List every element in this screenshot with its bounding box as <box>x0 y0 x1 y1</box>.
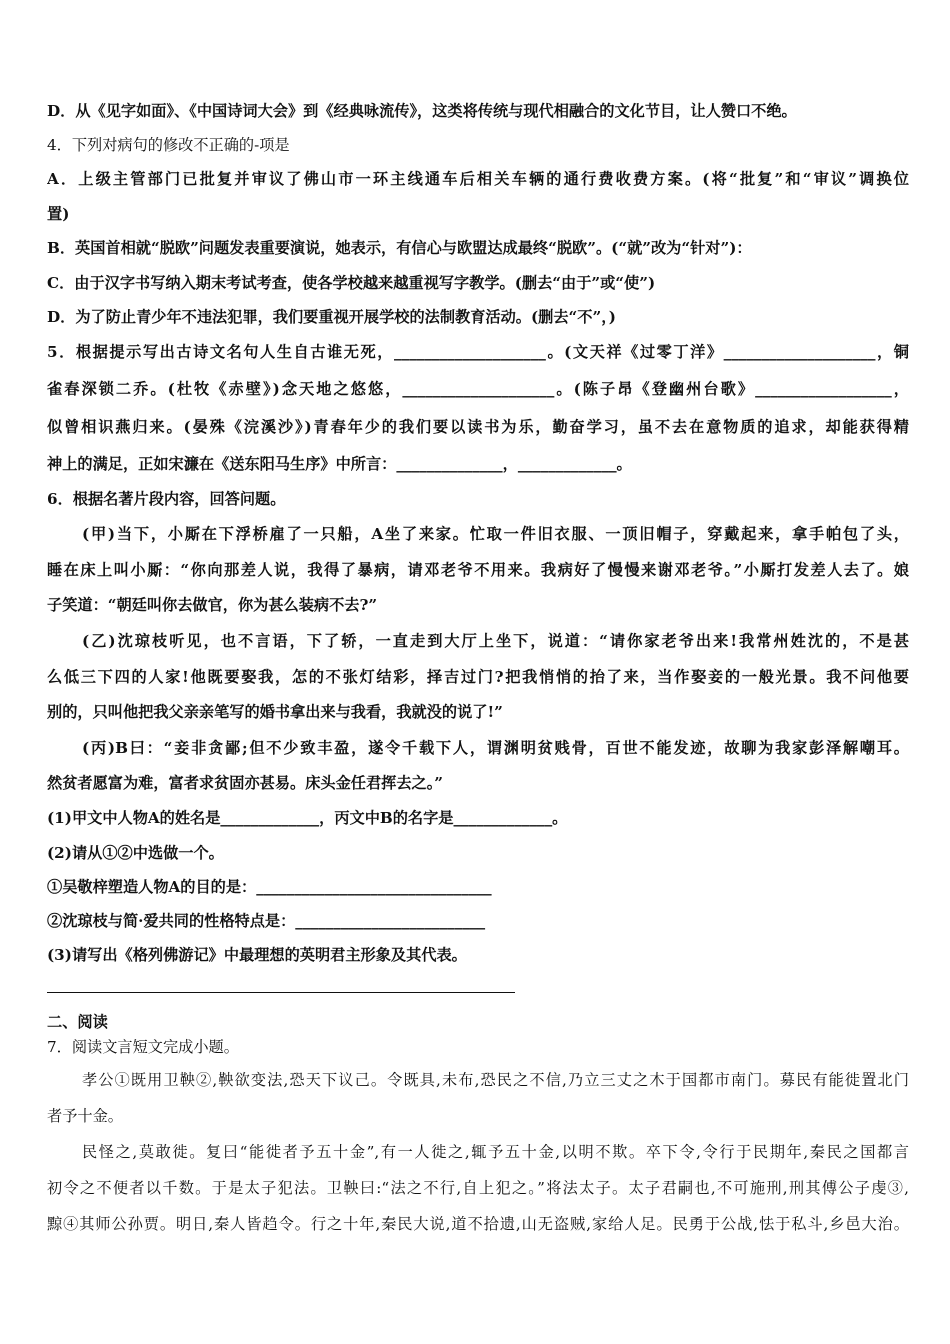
question-5-line-2: 雀春深锁二乔。(杜牧《赤壁》)念天地之悠悠，____________________。(陈子昂《登幽州台歌》__________________， <box>47 380 909 398</box>
passage-bing-line-2: 然贫者愿富为难，富者求贫固亦甚易。床头金任君挥去之。” <box>47 774 444 792</box>
sub-question-3: (3)请写出《格列佛游记》中最理想的英明君主形象及其代表。 <box>47 946 467 964</box>
question-4-option-a: A．上级主管部门已批复并审议了佛山市一环主线通车后相关车辆的通行费收费方案。(将“批复”和“审议”调换位 <box>47 170 909 188</box>
passage-bing-line-1: (丙)B曰：“妾非贪鄙;但不少致丰盈，遂令千载下人，谓渊明贫贱骨，百世不能发迹，故聊为我家彭泽解嘲耳。 <box>82 739 909 757</box>
passage-yi-line-3: 别的，只叫他把我父亲亲笔写的婚书拿出来与我看，我就没的说了!” <box>47 703 503 721</box>
passage-jia-line-2: 睡在床上叫小厮：“你向那差人说，我得了暴病，请邓老爷不用来。我病好了慢慢来谢邓老爷。”小厮打发差人去了。娘 <box>47 561 909 579</box>
question-5-line-1: 5．根据提示写出古诗文名句人生自古谁无死，____________________。(文天祥《过零丁洋》____________________，铜 <box>47 343 909 361</box>
question-4-option-d: D．为了防止青少年不违法犯罪，我们要重视开展学校的法制教育活动。(删去“不”，) <box>47 308 616 326</box>
question-7-title: 7．阅读文言短文完成小题。 <box>47 1038 239 1056</box>
option-d-line: D．从《见字如面》、《中国诗词大会》到《经典咏流传》，这类将传统与现代相融合的文化节目，让人赞口不绝。 <box>47 102 797 120</box>
question-4-title: 4．下列对病句的修改不正确的-项是 <box>47 136 290 154</box>
sub-question-1: (1)甲文中人物A的姓名是_____________，丙文中B的名字是_____________。 <box>47 809 568 827</box>
sub-question-2-option-1: ①吴敬梓塑造人物A的目的是：_______________________________ <box>47 878 492 896</box>
question-4-option-a-cont: 置) <box>47 205 70 223</box>
classical-text-p2-line-3: 黥④其师公孙贾。明日,秦人皆趋令。行之十年,秦民大说,道不拾遗,山无盗贼,家给人足。民勇于公战,怯于私斗,乡邑大治。 <box>47 1215 909 1233</box>
answer-line <box>47 992 515 993</box>
question-4-option-c: C．由于汉字书写纳入期末考试考查，使各学校越来越重视写字教学。(删去“由于”或“使”) <box>47 274 656 292</box>
classical-text-p2-line-1: 民怪之,莫敢徙。复曰“能徙者予五十金”,有一人徙之,辄予五十金,以明不欺。卒下令,令行于民期年,秦民之国都言 <box>82 1143 909 1161</box>
passage-jia-line-3: 子笑道：“朝廷叫你去做官，你为甚么装病不去?” <box>47 596 378 614</box>
passage-yi-line-2: 么低三下四的人家!他既要娶我，怎的不张灯结彩，择吉过门?把我悄悄的抬了来，当作娶妾的一般光景。我不问他要 <box>47 668 909 686</box>
classical-text-p1-line-2: 者予十金。 <box>47 1107 123 1125</box>
passage-jia-line-1: (甲)当下，小厮在下浮桥雇了一只船，A坐了来家。忙取一件旧衣服、一顶旧帽子，穿戴起来，拿手帕包了头， <box>82 525 909 543</box>
sub-question-2: (2)请从①②中选做一个。 <box>47 844 224 862</box>
classical-text-p1-line-1: 孝公①既用卫鞅②,鞅欲变法,恐天下议己。令既具,未布,恐民之不信,乃立三丈之木于国都市南门。募民有能徙置北门 <box>82 1071 909 1089</box>
question-5-line-3: 似曾相识燕归来。(晏殊《浣溪沙》)青春年少的我们要以读书为乐，勤奋学习，虽不去在意物质的追求，却能获得精 <box>47 418 909 436</box>
classical-text-p2-line-2: 初令之不便者以千数。于是太子犯法。卫鞅曰:“法之不行,自上犯之。”将法太子。太子君嗣也,不可施刑,刑其傅公子虔③, <box>47 1179 909 1197</box>
sub-question-2-option-2: ②沈琼枝与简·爱共同的性格特点是：_________________________ <box>47 912 486 930</box>
question-5-line-4: 神上的满足，正如宋濂在《送东阳马生序》中所言：______________，_____________。 <box>47 455 632 473</box>
section-2-heading: 二、阅读 <box>47 1013 108 1031</box>
passage-yi-line-1: (乙)沈琼枝听见，也不言语，下了轿，一直走到大厅上坐下，说道：“请你家老爷出来!我常州姓沈的，不是甚 <box>82 632 909 650</box>
question-4-option-b: B．英国首相就“脱欧”问题发表重要演说，她表示，有信心与欧盟达成最终“脱欧”。(“就”改为“针对”)： <box>47 239 752 257</box>
question-6-title: 6．根据名著片段内容，回答问题。 <box>47 490 286 508</box>
